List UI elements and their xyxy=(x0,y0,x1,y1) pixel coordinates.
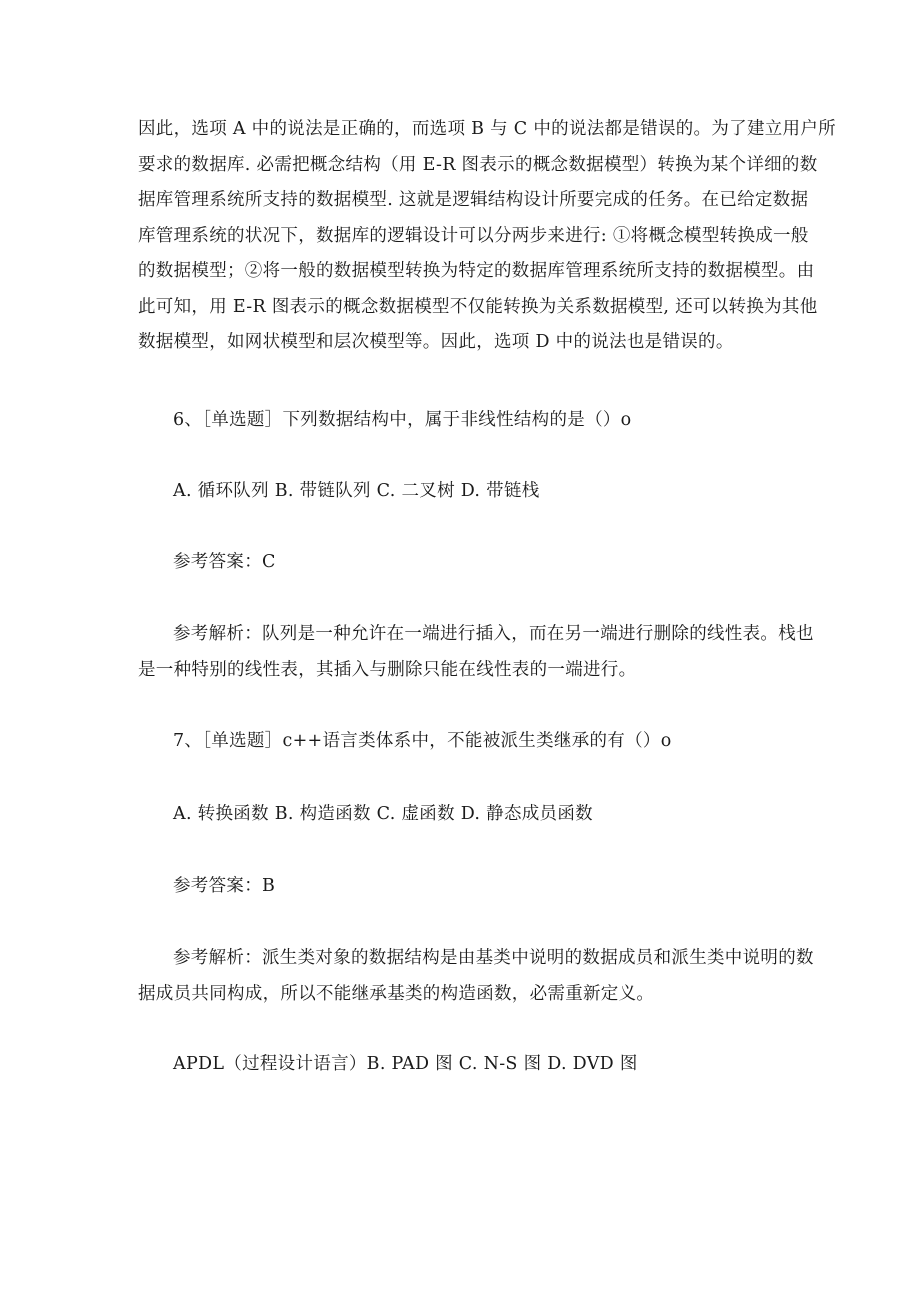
intro-line-4: 库管理系统的状况下，数据库的逻辑设计可以分两步来进行: ①将概念模型转换成一般 xyxy=(138,225,809,246)
trailing-options-line: APDL（过程设计语言）B. PAD 图 C. N-S 图 D. DVD 图 xyxy=(173,1054,638,1074)
intro-paragraph xyxy=(138,112,836,361)
question-7-analysis-line-1: 参考解析：派生类对象的数据结构是由基类中说明的数据成员和派生类中说明的数 xyxy=(173,948,814,968)
intro-line-7: 数据模型，如网状模型和层次模型等。因此，选项 D 中的说法也是错误的。 xyxy=(138,332,734,352)
question-6-stem: 6、［单选题］下列数据结构中，属于非线性结构的是（）o xyxy=(173,410,632,430)
question-7-answer: 参考答案：B xyxy=(173,876,276,896)
question-7-analysis xyxy=(138,941,814,1012)
question-7-options: A. 转换函数 B. 构造函数 C. 虚函数 D. 静态成员函数 xyxy=(173,804,593,824)
question-6-analysis xyxy=(138,617,814,688)
question-7-stem: 7、［单选题］c++语言类体系中，不能被派生类继承的有（）o xyxy=(173,731,672,751)
intro-line-2: 要求的数据库. 必需把概念结构（用 E-R 图表示的概念数据模型）转换为某个详细的数 xyxy=(138,154,818,175)
intro-line-1: 因此，选项 A 中的说法是正确的，而选项 B 与 C 中的说法都是错误的。为了建立用户所 xyxy=(138,119,836,139)
intro-line-6: 此可知，用 E-R 图表示的概念数据模型不仅能转换为关系数据模型, 还可以转换为其他 xyxy=(138,296,818,317)
question-6-analysis-line-2: 是一种特别的线性表，其插入与删除只能在线性表的一端进行。 xyxy=(138,659,637,680)
question-6-options: A. 循环队列 B. 带链队列 C. 二叉树 D. 带链栈 xyxy=(173,481,540,501)
question-6-answer: 参考答案：C xyxy=(173,552,276,572)
intro-line-3: 据库管理系统所支持的数据模型. 这就是逻辑结构设计所要完成的任务。在已给定数据 xyxy=(138,190,809,210)
question-7-analysis-line-2: 据成员共同构成，所以不能继承基类的构造函数，必需重新定义。 xyxy=(138,983,655,1004)
question-6-analysis-line-1: 参考解析：队列是一种允许在一端进行插入，而在另一端进行删除的线性表。栈也 xyxy=(173,624,814,644)
intro-line-5: 的数据模型；②将一般的数据模型转换为特定的数据库管理系统所支持的数据模型。由 xyxy=(138,261,815,281)
